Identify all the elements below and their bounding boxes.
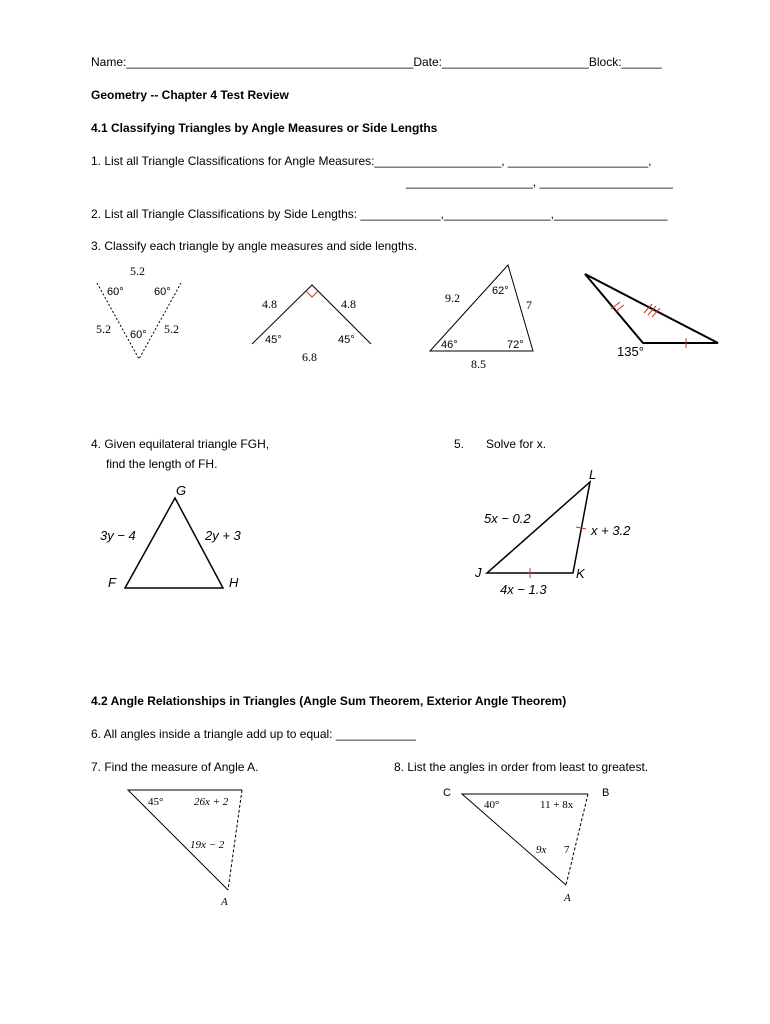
section-4-1-heading: 4.1 Classifying Triangles by Angle Measures or Side Lengths [91, 121, 438, 135]
triangle-1-angle-2: 60° [154, 286, 171, 298]
question-3: 3. Classify each triangle by angle measures and side lengths. [91, 239, 418, 253]
question-7: 7. Find the measure of Angle A. [91, 760, 259, 774]
q7-vertex-a: A [221, 896, 228, 908]
triangle-3-right-angle: 72° [507, 339, 524, 351]
q8-vertex-b: B [602, 787, 610, 799]
triangle-1-top-side: 5.2 [130, 264, 145, 278]
question-1: 1. List all Triangle Classifications for Angle Measures:___________________, _____________________, [91, 154, 652, 168]
vertex-h: H [229, 575, 239, 590]
question-1-line-2: ___________________, ____________________ [406, 175, 673, 189]
question-5-figure [470, 465, 645, 600]
triangle-1-right-side: 5.2 [164, 322, 179, 336]
question-4-line-2: find the length of FH. [106, 457, 218, 471]
question-4: 4. Given equilateral triangle FGH, [91, 437, 270, 451]
block-blank[interactable]: ______ [621, 55, 662, 69]
triangle-2-right-angle-mark [306, 291, 318, 297]
triangle-2-angle-1: 45° [265, 334, 282, 346]
question-6: 6. All angles inside a triangle add up to equal: ____________ [91, 727, 416, 741]
triangle-2-left-side: 4.8 [262, 297, 277, 311]
q8-angle-a: 9x [536, 844, 547, 856]
triangle-2-right-side: 4.8 [341, 297, 356, 311]
vertex-l: L [589, 467, 597, 482]
side-jl-label: 5x − 0.2 [484, 511, 531, 526]
triangle-1-left-side: 5.2 [96, 322, 111, 336]
vertex-g: G [176, 483, 187, 498]
triangle-4-angle: 135° [617, 344, 644, 359]
triangle-4-tick-2 [615, 305, 624, 312]
name-blank[interactable]: ___________________________________________ [126, 55, 414, 69]
triangle-3-right-side: 7 [526, 298, 532, 312]
page-title: Geometry -- Chapter 4 Test Review [91, 88, 289, 102]
vertex-k: K [576, 566, 585, 581]
triangle-1-angle-3: 60° [130, 329, 147, 341]
q8-vertex-a: A [564, 892, 571, 904]
q8-angle-b: 11 + 8x [540, 799, 574, 811]
side-jk-label: 4x − 1.3 [500, 582, 547, 597]
triangle-3-figure [425, 258, 550, 373]
triangle-jkl [487, 482, 590, 573]
vertex-f: F [108, 575, 116, 590]
question-2: 2. List all Triangle Classifications by Side Lengths: ____________,________________,_________________ [91, 207, 668, 221]
triangle-2-angle-2: 45° [338, 334, 355, 346]
triangle-2-figure [245, 278, 375, 368]
question-5: Solve for x. [486, 437, 547, 451]
q8-angle-a-mark: 7 [564, 844, 570, 856]
q8-angle-c: 40° [484, 799, 500, 811]
question-4-figure [95, 478, 265, 598]
question-5-number: 5. [454, 437, 465, 451]
question-8-figure [440, 783, 620, 908]
name-label: Name: [91, 55, 127, 69]
date-blank[interactable]: ______________________ [442, 55, 589, 69]
q7-angle-3: 19x − 2 [190, 839, 225, 851]
block-label: Block: [588, 55, 622, 69]
triangle-3-base: 8.5 [471, 357, 486, 371]
q7-angle-1: 45° [148, 796, 164, 808]
side-fg-label: 3y − 4 [100, 528, 136, 543]
header-line [91, 55, 662, 69]
section-4-2-heading: 4.2 Angle Relationships in Triangles (Angle Sum Theorem, Exterior Angle Theorem) [91, 694, 567, 708]
question-8: 8. List the angles in order from least to greatest. [394, 760, 649, 774]
triangle-3-left-side: 9.2 [445, 291, 460, 305]
triangle-4-figure [580, 268, 725, 363]
triangle-4-shape [585, 274, 718, 343]
side-gh-label: 2y + 3 [205, 528, 241, 543]
side-kl-label: x + 3.2 [591, 523, 631, 538]
q7-angle-2: 26x + 2 [194, 796, 229, 808]
date-label: Date: [413, 55, 443, 69]
question-7-figure [120, 784, 250, 909]
q7-triangle-dashed-side [228, 790, 242, 890]
triangle-fgh [125, 498, 223, 588]
triangle-1-angle-1: 60° [107, 286, 124, 298]
triangle-3-left-angle: 46° [441, 339, 458, 351]
triangle-3-top-angle: 62° [492, 285, 509, 297]
triangle-2-base: 6.8 [302, 350, 317, 364]
q8-vertex-c: C [443, 787, 451, 799]
triangle-1-figure [85, 260, 195, 365]
vertex-j: J [475, 565, 482, 580]
